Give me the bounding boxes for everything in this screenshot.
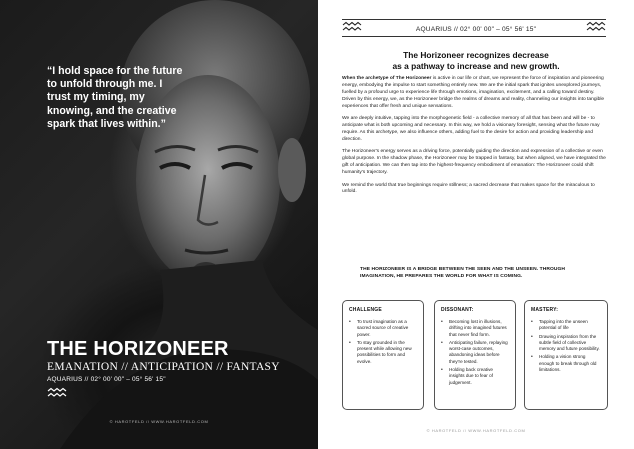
tagline: THE HORIZONEER IS A BRIDGE BETWEEN THE SEEN AND THE UNSEEN. THROUGH IMAGINATION, HE PREPARES THE WORLD FOR WHAT IS COMING. [360, 267, 566, 279]
right-page [318, 0, 634, 449]
headline-line-2: as a pathway to increase and new growth. [392, 61, 560, 71]
paragraph-2: We are deeply intuitive, tapping into the morphogenetic field - a collective memory of all that has been and will be - to anticipate what is both upcoming and necessary. In this way, we hold a visionary foresight, sensing what the future may require. As this archetype, we also influence others, adding fuel to the desire for action and providing leadership and direction. [342, 116, 600, 142]
zodiac-coordinates: AQUARIUS // 02° 00' 00" – 05° 56' 15" [47, 376, 166, 383]
header-rule-top [342, 19, 606, 20]
paragraph-1 [342, 76, 606, 111]
bullet-icon: • [441, 339, 443, 346]
list-item: • Holding back creative insights due to fear of judgement. [441, 367, 493, 385]
bullet-icon: • [531, 333, 533, 340]
quote: “I hold space for the future to unfold through me. I trust my timing, my knowing, and the creative spark that lives within.” [47, 65, 183, 130]
bullet-icon: • [441, 319, 443, 325]
card-title: DISSONANT: [441, 307, 474, 313]
card-list [531, 319, 601, 373]
paragraph-3: The Horizoneer's energy serves as a driving force, potentially guiding the direction and expression of a collective or even global purpose. In the shadow phase, the Horizoneer may be trapped in fantasy, but when aligned, we have integrated the gift of anticipation. We can then tap into the highest-frequency embodiment of emanation: The Horizoneer could shift humanity's trajectory. [342, 149, 606, 176]
dissonant-card [434, 300, 516, 410]
mastery-card [524, 300, 608, 410]
bullet-icon: • [349, 339, 351, 346]
bullet-icon: • [441, 367, 443, 374]
paragraph-1-rest: is active in our life or chart, we represent the force of inspiration and pioneering energy, embodying the impulse to start something entirely new. We are the initial spark that ignites unexplored journeys, fuelled by a profound urge to experience life through emotions, imagination, excitement, and a calling toward destiny. Driven by this energy, we, as the Horizoneer bridge the realms of dreams and reality, channeling our insights into tangible experiences that offer fresh and unique sensations. [342, 76, 605, 109]
list-item: • To stay grounded in the present while allowing new possibilities to form and evolve. [349, 339, 412, 364]
list-item: • Holding a vision strong enough to break through old limitations. [531, 354, 597, 373]
card-title: CHALLENGE [349, 307, 382, 313]
list-item: • Drawing inspiration from the subtle field of collective memory and future possibility. [531, 333, 600, 352]
aquarius-wave-icon [47, 387, 67, 399]
headline-line-1: The Horizoneer recognizes decrease [403, 50, 549, 60]
archetype-title: THE HORIZONEER [47, 338, 229, 360]
card-title: MASTERY: [531, 307, 559, 313]
card-list [349, 319, 417, 365]
bullet-icon: • [349, 319, 351, 325]
header-rule-bottom [342, 36, 606, 37]
list-item: • To trust imagination as a sacred source of creative power. [349, 319, 409, 337]
paragraph-4: We remind the world that true beginnings require stillness; a sacred decrease that makes space for the miraculous to unfold. [342, 182, 595, 195]
list-item: • Anticipating failure, replaying worst-case outcomes, abandoning ideas before they're tested. [441, 339, 508, 364]
list-item: • Becoming lost in illusions, drifting into imagined futures that never find form. [441, 319, 507, 337]
bullet-icon: • [531, 319, 533, 325]
paragraph-1-lead: When the archetype of The Horizoneer [342, 76, 432, 81]
body-text [342, 76, 606, 202]
header-coordinates: AQUARIUS // 02° 00' 00" – 05° 56' 15" [415, 26, 537, 33]
list-item: • Tapping into the unseen potential of life [531, 319, 588, 331]
left-footer: © HAROTFELD // WWW.HAROTFELD.COM [109, 419, 209, 424]
challenge-card [342, 300, 424, 410]
right-footer: © HAROTFELD // WWW.HAROTFELD.COM [426, 428, 526, 433]
archetype-subtitle: EMANATION // ANTICIPATION // FANTASY [47, 361, 280, 373]
headline [348, 50, 604, 72]
card-list [441, 319, 509, 386]
bullet-icon: • [531, 354, 533, 361]
